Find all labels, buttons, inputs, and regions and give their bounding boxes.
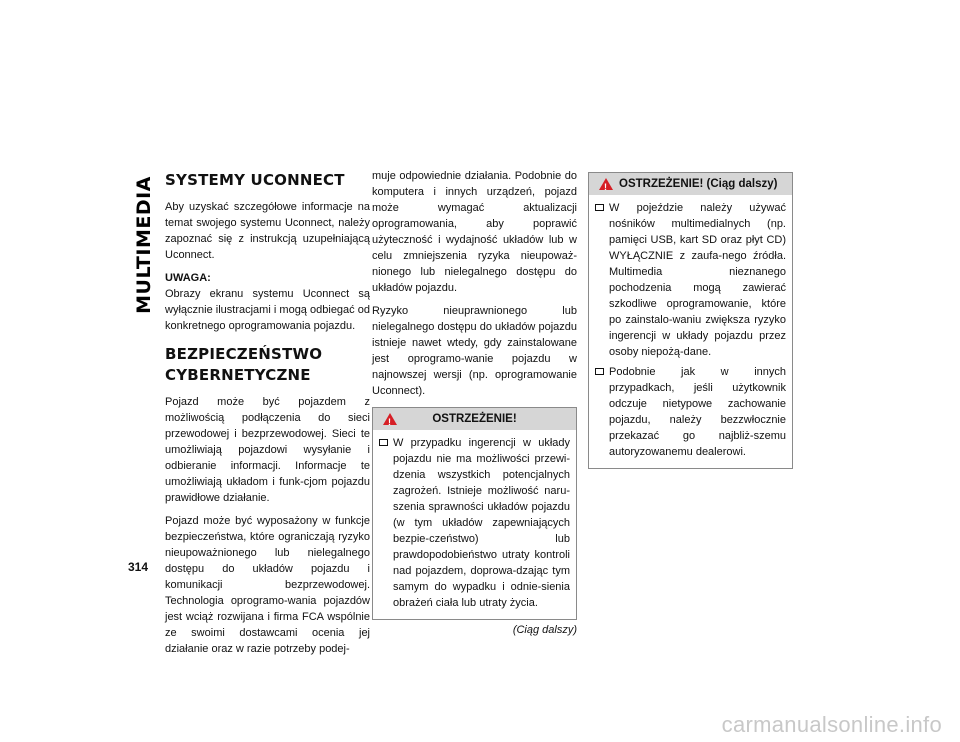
warning-item [595,364,786,460]
column-1 [165,168,370,664]
heading-uconnect: SYSTEMY UCONNECT [165,171,345,189]
warning-title: OSTRZEŻENIE! [432,413,517,425]
square-bullet-icon [379,439,388,446]
warning-body [373,430,576,619]
column-2 [372,168,577,638]
warning-title: OSTRZEŻENIE! (Ciąg dalszy) [619,178,778,190]
continued-label: (Ciąg dalszy) [512,624,577,636]
warning-body [589,195,792,468]
paragraph-cyber-1: Pojazd może być pojazdem z możliwością podłączenia do sieci przewodowej i bezprzewodowej. Sieci te umożliwiają pojazdowi wysyłanie i odbieranie informacji. Informacje te umożliwiają układom i funk-cjom pojazdu prawidłowe działanie. [165,396,370,504]
warning-box [372,407,577,620]
heading-cybersecurity: BEZPIECZEŃSTWO CYBERNETYCZNE [165,345,323,384]
paragraph-cyber-2: Pojazd może być wyposażony w funkcje bezpieczeństwa, które ograniczają ryzyko nieupoważnionego lub nielegalnego dostępu do układów pojazdu i komunikacji bezprzewodowej. Technologia oprogramo-wania pojazdów jest wciąż rozwijana i firma FCA wspólnie ze swoimi dostawcami ocenia jej działanie oraz w razie potrzeby podej- [165,515,370,655]
section-tab [133,170,155,320]
warning-triangle-icon [599,178,613,190]
square-bullet-icon [595,368,604,375]
warning-item [595,200,786,360]
page-number: 314 [128,560,149,574]
paragraph-cyber-4: Ryzyko nieuprawnionego lub nielegalnego dostępu do układów pojazdu istnieje nawet wtedy, gdy zainstalowane jest oprogramo-wanie pojazdu w najnowszej wersji (np. oprogramowanie Uconnect). [372,305,577,397]
warning-item-text: W przypadku ingerencji w układy pojazdu nie ma możliwości przewi-dzenia wszystkich potencjalnych zagrożeń. Istnieje możliwość naru-szenia sprawności układów pojazdu (w tym układów zapewniających bezpie-czeństwo) lub prawdopodobieństwo utraty kontroli nad pojazdem, doprowa-dzając tym samym do wypadku i odnie-sienia obrażeń ciała lub utraty życia. [393,437,570,609]
note-text: Obrazy ekranu systemu Uconnect są wyłącznie ilustracjami i mogą odbiegać od konkretnego oprogramowania pojazdu. [165,288,370,332]
paragraph-cyber-3: muje odpowiednie działania. Podobnie do komputera i innych urządzeń, pojazd może wymagać aktualizacji oprogramowania, aby poprawić użyteczność i wydajność układów lub w celu zmniejszenia ryzyka nieupoważ-nionego lub nielegalnego dostępu do układów pojazdu. [372,170,577,294]
note-title: UWAGA: [165,272,211,284]
warning-item-text: Podobnie jak w innych przypadkach, jeśli użytkownik odczuje nietypowe zachowanie pojazdu, należy bezzwłocznie przekazać go najbliż-szemu autoryzowanemu dealerowi. [609,366,786,458]
column-3 [588,168,793,469]
warning-item [379,435,570,611]
square-bullet-icon [595,204,604,211]
warning-header [373,408,576,430]
section-tab-label: MULTIMEDIA [133,176,155,314]
warning-item-text: W pojeździe należy używać nośników multimedialnych (np. pamięci USB, kart SD oraz płyt CD) WYŁĄCZNIE z zaufa-nego źródła. Multimedia nieznanego pochodzenia mogą zawierać szkodliwe oprogramowanie, które po zainstalo-waniu zwiększa ryzyko ingerencji w układy pojazdu przez osoby niepożą-dane. [609,202,786,358]
watermark: carmanualsonline.info [721,712,942,737]
warning-box-continued [588,172,793,469]
paragraph-uconnect-intro: Aby uzyskać szczegółowe informacje na temat swojego systemu Uconnect, należy zapoznać się z instrukcją uzupełniającą Uconnect. [165,201,370,261]
warning-header [589,173,792,195]
